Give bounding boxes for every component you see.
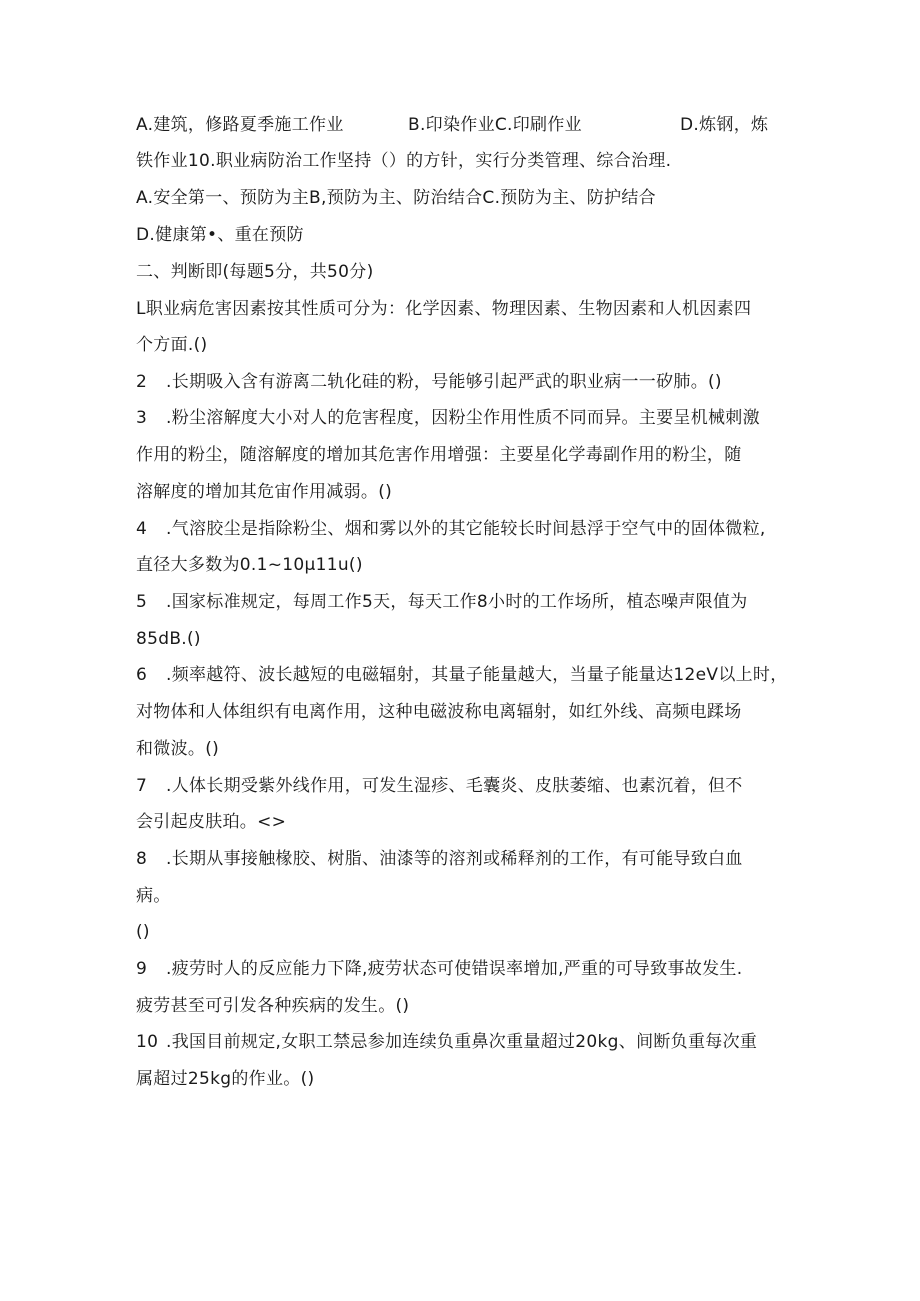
judgment-9-text: .疲劳时人的反应能力下降,疲劳状态可使错误率增加,严重的可导致事故发生.: [166, 959, 743, 979]
question-number: 2: [136, 372, 148, 392]
judgment-6-cont-1: 对物体和人体组织有电离作用，这种电磁波称电离辐射，如红外线、高频电蹂场: [136, 702, 742, 722]
option-bc-text: B.印染作业C.印刷作业: [408, 115, 582, 135]
question-number: 4: [136, 519, 148, 539]
judgment-7-text: .人体长期受紫外线作用，可发生湿疹、毛囊炎、皮肤萎缩、也素沉着，但不: [166, 776, 743, 796]
question-number: 5: [136, 592, 148, 612]
judgment-6-text: .频率越符、波长越短的电磁辐射，其量子能量越大，当量子能量达12eV以上时，: [166, 665, 788, 685]
judgment-8-answer: (): [136, 922, 150, 942]
judgment-2-text: .长期吸入含有游离二轨化硅的粉，号能够引起严武的职业病一一矽肺。(): [166, 372, 722, 392]
judgment-3-cont-1: 作用的粉尘，随溶解度的增加其危害作用增强：主要星化学毒副作用的粉尘，随: [136, 445, 742, 465]
section-heading: 二、判断即(每题5分，共50分): [136, 262, 374, 282]
judgment-6: [136, 664, 796, 686]
options-line-2: A.安全第一、预防为主B,预防为主、防治结合C.预防为主、防护结合: [136, 188, 656, 208]
judgment-5: [136, 591, 796, 613]
question-number: 3: [136, 408, 148, 428]
judgment-3: [136, 407, 796, 429]
judgment-10-text: .我国目前规定,女职工禁忌参加连续负重鼻次重量超过20kg、间断负重每次重: [166, 1032, 758, 1052]
question-number: 8: [136, 849, 148, 869]
question-10-text: 铁作业10.职业病防治工作坚持（）的方针，实行分类管理、综合治理.: [136, 151, 672, 171]
judgment-5-text: .国家标准规定，每周工作5天，每天工作8小时的工作场所，植态噪声限值为: [166, 592, 748, 612]
question-number: 7: [136, 776, 148, 796]
judgment-3-text: .粉尘溶解度大小对人的危害程度，因粉尘作用性质不同而异。主要呈机械刺激: [166, 408, 760, 428]
judgment-8-text: .长期从事接触椽胶、树脂、油漆等的溶剂或稀释剂的工作，有可能导致白血: [166, 849, 743, 869]
question-number: 6: [136, 665, 148, 685]
judgment-7-cont: 会引起皮肤珀。<>: [136, 812, 287, 832]
judgment-1-cont: 个方面.(): [136, 335, 208, 355]
question-number: 9: [136, 959, 148, 979]
option-a-text: A.建筑，修路夏季施工作业: [136, 115, 344, 135]
judgment-5-cont: 85dB.(): [136, 629, 201, 649]
judgment-2: [136, 371, 796, 393]
judgment-4: [136, 518, 796, 540]
judgment-3-cont-2: 溶解度的增加其危宙作用减弱。(): [136, 482, 393, 502]
option-d-text: D.炼钢，炼: [680, 115, 769, 135]
options-line-3: D.健康第•、重在预防: [136, 225, 304, 245]
judgment-9-cont: 疲劳甚至可引发各种疾病的发生。(): [136, 996, 410, 1016]
judgment-6-cont-2: 和微波。(): [136, 739, 220, 759]
judgment-8-cont: 病。: [136, 886, 171, 906]
judgment-9: [136, 958, 796, 980]
judgment-10: [136, 1031, 796, 1053]
judgment-1-text: L职业病危害因素按其性质可分为：化学因素、物理因素、生物因素和人机因素四: [136, 299, 752, 319]
question-number: 10: [136, 1032, 159, 1052]
judgment-10-cont: 属超过25kg的作业。(): [136, 1069, 315, 1089]
judgment-7: [136, 775, 796, 797]
judgment-4-text: .气溶胶尘是指除粉尘、烟和雾以外的其它能较长时间悬浮于空气中的固体微粒,: [166, 519, 766, 539]
judgment-4-cont: 直径大多数为0.1~10μ11u(): [136, 555, 363, 575]
judgment-8: [136, 848, 796, 870]
